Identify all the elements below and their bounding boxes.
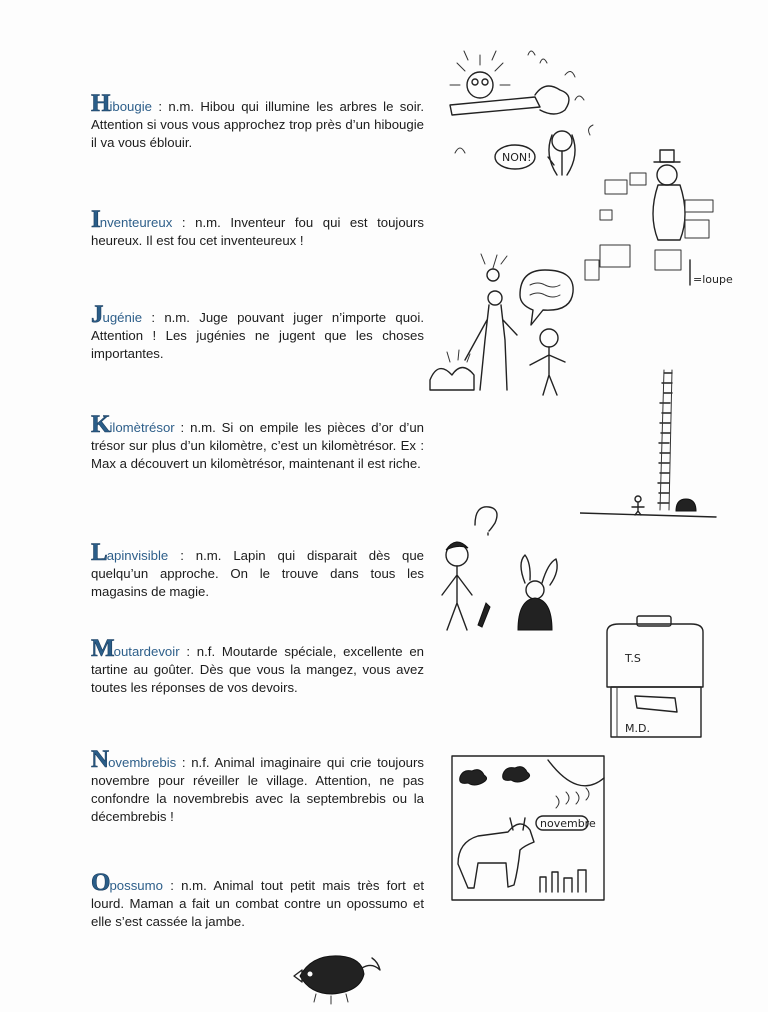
entry-word: ilomètrésor bbox=[109, 420, 175, 435]
moutardevoir-drawing bbox=[595, 612, 715, 742]
opossumo-drawing bbox=[286, 946, 386, 1008]
entry-word: ovembrebis bbox=[108, 755, 177, 770]
entry-definition: n.f. Animal imaginaire qui crie toujours novembre pour réveiller le village. Attention, ne pas confondre la novembrebis avec la septembrebis ou la décembrebis ! bbox=[91, 755, 424, 824]
entry-word: ugénie bbox=[102, 310, 143, 325]
entry-word: outardevoir bbox=[113, 644, 180, 659]
entry-initial: M bbox=[91, 635, 114, 662]
entry-lapinvisible bbox=[91, 539, 424, 601]
entry-separator: : bbox=[151, 99, 169, 114]
entry-word: ibougie bbox=[109, 99, 152, 114]
entry-inventeureux bbox=[91, 206, 425, 250]
entry-initial: I bbox=[91, 206, 100, 233]
entry-definition: n.m. Juge pouvant juger n’importe quoi. Attention ! Les jugénies ne jugent que les choses importantes. bbox=[91, 310, 424, 361]
entry-separator: : bbox=[162, 878, 182, 893]
entry-definition: n.m. Si on empile les pièces d’or d’un trésor sur plus d’un kilomètre, c’est un kilomètrésor. Ex : Max a découvert un kilomètrésor, maintenant il est riche. bbox=[91, 420, 425, 471]
lapinvisible-drawing bbox=[430, 495, 580, 635]
entry-separator: : bbox=[176, 755, 192, 770]
entry-initial: K bbox=[91, 411, 110, 438]
inventeureux-drawing bbox=[580, 145, 750, 295]
entry-definition: n.m. Lapin qui disparait dès que quelqu’un approche. On le trouve dans tous les magasins de magie. bbox=[91, 548, 424, 599]
entry-separator: : bbox=[172, 215, 196, 230]
entry-opossumo bbox=[91, 869, 424, 931]
entry-initial: L bbox=[91, 539, 107, 566]
entry-initial: O bbox=[91, 869, 110, 896]
entry-definition: n.m. Inventeur fou qui est toujours heureux. Il est fou cet inventeureux ! bbox=[91, 215, 425, 248]
mustard-top-label: T.S bbox=[625, 652, 641, 665]
entry-definition: n.m. Animal tout petit mais très fort et lourd. Maman a fait un combat contre un opossumo et elle s’est cassée la jambe. bbox=[91, 878, 424, 929]
inventeureux-label: =loupe bbox=[693, 273, 733, 286]
entry-definition: n.m. Hibou qui illumine les arbres le soir. Attention si vous vous approchez trop près d’un hibougie il va vous éblouir. bbox=[91, 99, 424, 150]
hibougie-drawing bbox=[440, 45, 600, 185]
kilometresor-drawing bbox=[580, 365, 720, 525]
entry-separator: : bbox=[179, 644, 197, 659]
novembrebis-label: novembre bbox=[540, 817, 596, 830]
entry-definition: n.f. Moutarde spéciale, excellente en tartine au goûter. Dès que vous la mangez, vous avez toutes les réponses de vos devoirs. bbox=[91, 644, 424, 695]
entry-word: nventeureux bbox=[99, 215, 173, 230]
entry-separator: : bbox=[174, 420, 191, 435]
entry-word: possumo bbox=[109, 878, 163, 893]
mustard-bottom-label: M.D. bbox=[625, 722, 650, 735]
entry-hibougie bbox=[91, 90, 424, 152]
entry-initial: H bbox=[91, 90, 110, 117]
entry-novembrebis bbox=[91, 746, 424, 826]
hibougie-bubble-text: NON! bbox=[502, 151, 532, 164]
entry-moutardevoir bbox=[91, 635, 424, 697]
novembrebis-drawing bbox=[448, 752, 608, 904]
entry-word: apinvisible bbox=[106, 548, 169, 563]
entry-separator: : bbox=[168, 548, 196, 563]
entry-initial: N bbox=[91, 746, 109, 773]
entry-jugenie bbox=[91, 301, 424, 363]
entry-kilometresor bbox=[91, 411, 425, 473]
entry-initial: J bbox=[91, 301, 103, 328]
jugenie-drawing bbox=[425, 250, 595, 400]
entry-separator: : bbox=[142, 310, 165, 325]
